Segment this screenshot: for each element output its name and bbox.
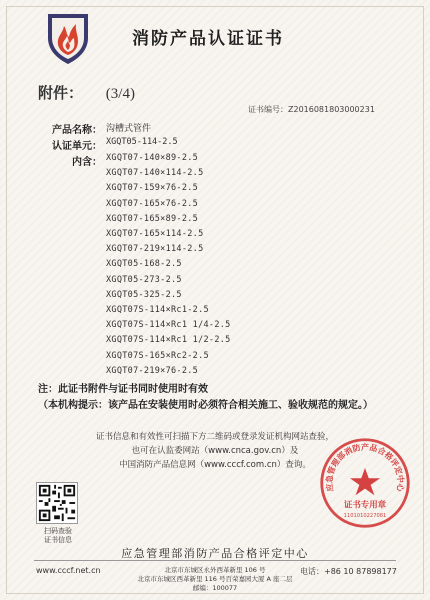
info-line-1: 证书信息和有效性可扫描下方二维码或登录发证机构网站查验， <box>95 432 334 442</box>
seal-center-text: 证书专用章 <box>343 499 387 510</box>
product-name-row <box>52 121 152 136</box>
footer-divider <box>34 560 396 561</box>
contents-item: XGQT07-159×76-2.5 <box>106 183 199 194</box>
official-seal-icon <box>318 436 412 530</box>
qr-code-icon[interactable] <box>36 482 78 524</box>
contents-item: XGQT07-140×89-2.5 <box>106 153 199 163</box>
contents-item: XGQT07-165×114-2.5 <box>106 229 204 239</box>
product-name-label: 产品名称： <box>52 125 102 136</box>
fire-shield-logo-icon <box>42 10 94 66</box>
info-line-2: 也可在认监委网站（www.cnca.gov.cn）及 <box>131 446 299 456</box>
contents-item: XGQT05-168-2.5 <box>106 259 182 270</box>
footer-postcode: 邮编：100077 <box>192 584 238 592</box>
contents-item: XGQT07S-165×Rc2-2.5 <box>106 350 209 361</box>
contents-item: XGQT07-165×89-2.5 <box>106 213 199 224</box>
contents-item: XGQT07-165×76-2.5 <box>106 198 199 209</box>
seal-number: 1101010227081 <box>343 512 387 519</box>
footer-website: www.cccf.net.cn <box>36 566 101 575</box>
info-line-3: 中国消防产品信息网（www.cccf.com.cn）查询。 <box>119 460 311 470</box>
footer-address-2: 北京市东城区西革新里 116 号百荣嘉园大厦 A 座二层 <box>137 575 293 583</box>
contents-item: XGQT07S-114×Rc1 1/4-2.5 <box>106 320 231 331</box>
contents-item: XGQT07-140×114-2.5 <box>106 168 204 179</box>
footer-address-1: 北京市东城区永外西革新里 106 号 <box>164 566 266 574</box>
qr-caption-2: 证书信息 <box>44 536 72 544</box>
cert-unit-label: 认证单元： <box>52 141 102 152</box>
contents-item: XGQT07S-114×Rc1 1/2-2.5 <box>106 335 231 346</box>
validity-note: 注：此证书附件与证书同时使用时有效 <box>38 384 208 395</box>
contents-label: 内含： <box>72 157 102 168</box>
contents-item: XGQT07-219×114-2.5 <box>106 244 204 255</box>
cert-unit-value: XGQT05-114-2.5 <box>106 137 178 147</box>
annex-heading <box>38 82 135 103</box>
certificate-number: 证书编号：Z2016081803000231 <box>248 105 375 114</box>
footer-phone: 电话：+86 10 87898177 <box>300 567 397 576</box>
installation-note: （本机构提示：该产品在安装使用时必须符合相关施工、验收规范的规定。） <box>38 400 373 411</box>
qr-caption-1: 扫码查验 <box>44 527 72 535</box>
contents-item: XGQT05-273-2.5 <box>106 274 182 285</box>
cert-unit-row <box>52 137 178 152</box>
issuing-center-name: 应急管理部消防产品合格评定中心 <box>121 547 309 560</box>
annex-number: (3/4) <box>105 86 135 102</box>
seal-ring-text: 应急管理部消防产品合格评定中心 <box>324 442 406 493</box>
contents-item: XGQT07S-114×Rc1-2.5 <box>106 305 209 315</box>
annex-label: 附件： <box>38 84 84 102</box>
certificate-title: 消防产品认证证书 <box>132 29 284 49</box>
contents-item: XGQT07-219×76-2.5 <box>106 365 199 376</box>
contents-item: XGQT05-325-2.5 <box>106 289 182 300</box>
product-name-value: 沟槽式管件 <box>106 124 152 134</box>
